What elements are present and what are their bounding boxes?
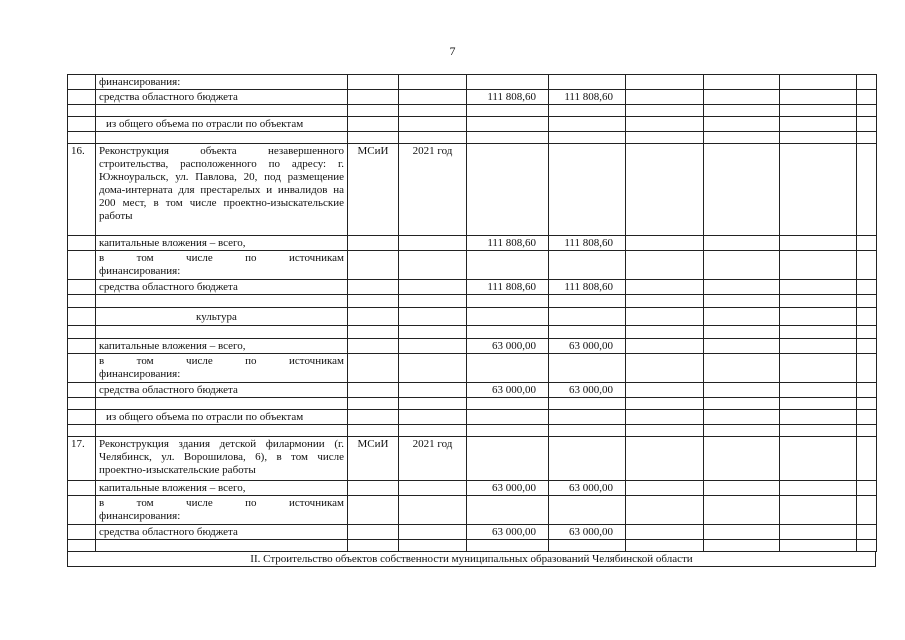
item-name: Реконструкция здания детской филармонии (г. Челябинск, ул. Ворошилова, 6), в том числе проектно-изыскательские работы bbox=[96, 437, 348, 481]
table-row bbox=[68, 117, 877, 132]
table-row bbox=[68, 552, 877, 567]
table-row bbox=[68, 437, 877, 481]
value-cell: 63 000,00 bbox=[549, 525, 626, 540]
row-label: средства областного бюджета bbox=[96, 525, 348, 540]
table-row bbox=[68, 540, 877, 552]
value-cell: 63 000,00 bbox=[467, 525, 549, 540]
item-org: МСиИ bbox=[348, 144, 399, 236]
table-row bbox=[68, 75, 877, 90]
item-year: 2021 год bbox=[399, 437, 467, 481]
value-cell: 63 000,00 bbox=[467, 339, 549, 354]
table-row bbox=[68, 90, 877, 105]
table-row bbox=[68, 525, 877, 540]
table-row bbox=[68, 354, 877, 383]
table-row bbox=[68, 496, 877, 525]
budget-table bbox=[67, 74, 877, 567]
item-number: 16. bbox=[68, 144, 96, 236]
value-cell: 111 808,60 bbox=[549, 280, 626, 295]
row-label: средства областного бюджета bbox=[96, 280, 348, 295]
table-row bbox=[68, 144, 877, 236]
table-row bbox=[68, 308, 877, 326]
value-cell: 111 808,60 bbox=[467, 280, 549, 295]
table-row bbox=[68, 425, 877, 437]
row-label: средства областного бюджета bbox=[96, 383, 348, 398]
table-row bbox=[68, 339, 877, 354]
table-row bbox=[68, 280, 877, 295]
value-cell: 63 000,00 bbox=[549, 339, 626, 354]
section-title: II. Строительство объектов собственности муниципальных образований Челябинской области bbox=[68, 552, 876, 567]
row-label: в том числе по источникам финансирования: bbox=[96, 354, 348, 383]
item-name: Реконструкция объекта незавершенного строительства, расположенного по адресу: г. Южноуральск, ул. Павлова, 20, под размещение дома-интерната для престарелых и инвалидов на 200 мест, в том числе проектно-изыскательские работы bbox=[96, 144, 348, 236]
value-cell: 111 808,60 bbox=[467, 236, 549, 251]
row-label: средства областного бюджета bbox=[96, 90, 348, 105]
item-org: МСиИ bbox=[348, 437, 399, 481]
table-row bbox=[68, 295, 877, 308]
value-cell: 63 000,00 bbox=[467, 481, 549, 496]
section-culture: культура bbox=[96, 308, 348, 326]
value-cell: 111 808,60 bbox=[549, 236, 626, 251]
value-cell: 111 808,60 bbox=[549, 90, 626, 105]
value-cell: 63 000,00 bbox=[549, 481, 626, 496]
item-year: 2021 год bbox=[399, 144, 467, 236]
table-row bbox=[68, 105, 877, 117]
value-cell: 63 000,00 bbox=[549, 383, 626, 398]
table-row bbox=[68, 251, 877, 280]
page-number: 7 bbox=[449, 44, 456, 58]
row-label: в том числе по источникам финансирования: bbox=[96, 496, 348, 525]
table-row bbox=[68, 481, 877, 496]
table-row bbox=[68, 326, 877, 339]
row-label: из общего объема по отрасли по объектам bbox=[96, 410, 348, 425]
table-row bbox=[68, 236, 877, 251]
row-label: из общего объема по отрасли по объектам bbox=[96, 117, 348, 132]
table-row bbox=[68, 132, 877, 144]
item-number: 17. bbox=[68, 437, 96, 481]
table-row bbox=[68, 410, 877, 425]
row-label: в том числе по источникам финансирования: bbox=[96, 251, 348, 280]
row-label: капитальные вложения – всего, bbox=[96, 481, 348, 496]
row-label: финансирования: bbox=[96, 75, 348, 90]
row-label: капитальные вложения – всего, bbox=[96, 236, 348, 251]
table-row bbox=[68, 383, 877, 398]
value-cell: 63 000,00 bbox=[467, 383, 549, 398]
row-label: капитальные вложения – всего, bbox=[96, 339, 348, 354]
table-row bbox=[68, 398, 877, 410]
value-cell: 111 808,60 bbox=[467, 90, 549, 105]
